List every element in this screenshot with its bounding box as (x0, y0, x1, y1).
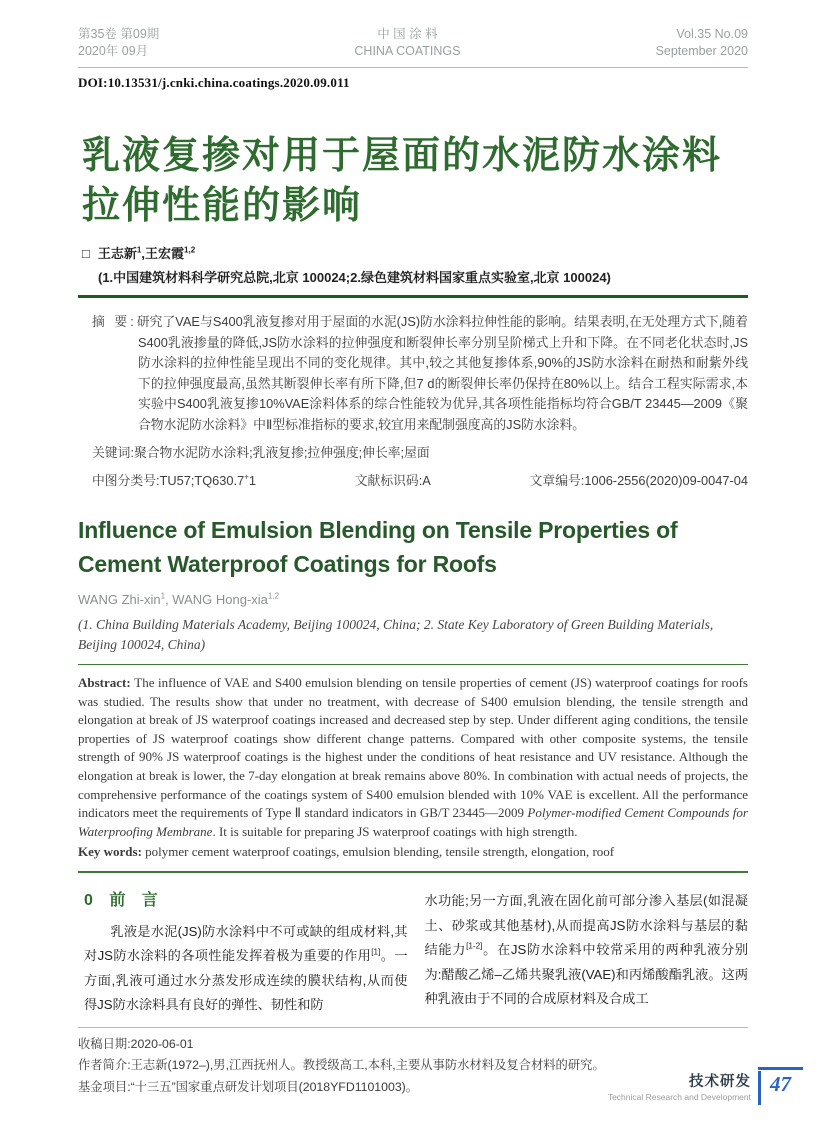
author1-en-sup: 1 (160, 591, 166, 601)
divider-green-thin (78, 664, 748, 665)
body-column-right (425, 889, 749, 1018)
body-column-left (84, 889, 408, 1018)
authors-cn (82, 243, 748, 262)
section-labels (608, 1070, 751, 1102)
author-en-separator: , (165, 592, 173, 607)
abstract-cn-label: 摘 要: (92, 314, 137, 329)
article-title-en-line1: Influence of Emulsion Blending on Tensile Properties of (78, 517, 678, 543)
header-volume-info-en (656, 26, 748, 60)
abstract-en-text-1: The influence of VAE and S400 emulsion blending on tensile properties of cement (JS) waterproof coatings for roofs was studied. The results show that under no treatment, with decrease of S400 emulsion blending, the tensile strength and elongation at break of JS waterproof coatings increased and decreased step by step. Under different aging conditions, the tensile properties of JS waterproof coatings show different change patterns. Compared with other composite systems, the tensile strength of 90% JS waterproof coatings is the highest under the conditions of heat resistance and UV resistance. Although the elongation at break is lower, the 7-day elongation at break remains above 80%. In combination with actual needs of projects, the comprehensive performance of the coatings system of S400 emulsion blended with 10% VAE is excellent. All the performance indicators meet the requirements of Type Ⅱ standard indicators in GB/T 23445—2009 (78, 675, 748, 821)
journal-title-en: CHINA COATINGS (354, 44, 461, 58)
author2-en-sup: 1,2 (267, 591, 280, 601)
article-id: 文章编号:1006-2556(2020)09-0047-04 (529, 473, 748, 488)
affiliation-cn: (1.中国建筑材料科学研究总院,北京 100024;2.绿色建筑材料国家重点实验室,北京 100024) (98, 270, 611, 285)
keywords-cn (92, 442, 748, 461)
author2-en: WANG Hong-xia (172, 592, 268, 607)
page-footer-badge (608, 1067, 803, 1105)
page-number-bracket (758, 1067, 803, 1105)
section-heading-0: 0 前 言 (84, 892, 164, 910)
document-code: 文献标识码:A (354, 473, 431, 488)
author2-affil-sup: 1,2 (184, 245, 196, 255)
abstract-en-label: Abstract: (78, 675, 135, 690)
abstract-en (78, 674, 748, 841)
article-title-cn-line2: 拉伸性能的影响 (82, 185, 363, 227)
article-title-en (78, 513, 748, 581)
author2-cn: 王宏霞 (144, 246, 184, 261)
keywords-en-text: polymer cement waterproof coatings, emulsion blending, tensile strength, elongation, roof (145, 844, 615, 860)
author1-cn: 王志新 (97, 246, 137, 261)
keywords-en (78, 844, 748, 860)
abstract-en-text-2: . It is suitable for preparing JS waterproof coatings with high strength. (212, 823, 578, 839)
doi: DOI:10.13531/j.cnki.china.coatings.2020.09.011 (78, 75, 350, 90)
abstract-cn (92, 312, 748, 435)
section-label-en: Technical Research and Development (607, 1092, 751, 1102)
volume-issue-cn: 第35卷 第09期 (78, 27, 160, 41)
page-number: 47 (770, 1072, 791, 1096)
article-title-cn-line1: 乳液复掺对用于屋面的水泥防水涂料 (82, 135, 723, 177)
keywords-en-label: Key words: (78, 844, 146, 860)
author1-en: WANG Zhi-xin (78, 592, 161, 607)
footnote-author-bio: 作者简介:王志新(1972–),男,江西抚州人。教授级高工,本科,主要从事防水材料及复合材料的研究。 (78, 1058, 605, 1073)
keywords-cn-label: 关键词: (92, 445, 134, 460)
affiliation-en: (1. China Building Materials Academy, Beijing 100024, China; 2. State Key Laboratory of Green Building Materials, Beijing 100024, China) (78, 617, 714, 652)
volume-issue-en: Vol.35 No.09 (676, 27, 748, 41)
article-title-en-line2: Cement Waterproof Coatings for Roofs (78, 551, 497, 577)
header-issue-info (78, 26, 159, 60)
date-cn: 2020年 09月 (78, 44, 149, 58)
body-paragraph-right: 水功能;另一方面,乳液在固化前可部分渗入基层(如混凝土、砂浆或其他基材),从而提高JS防水涂料与基层的黏结能力[1-2]。在JS防水涂料中较常采用的两种乳液分别为:醋酸乙烯–乙烯共聚乳液(VAE)和丙烯酸酯乳液。这两种乳液由于不同的合成原材料及合成工 (424, 893, 749, 1007)
body-paragraph-left: 乳液是水泥(JS)防水涂料中不可或缺的组成材料,其对JS防水涂料的各项性能发挥着极为重要的作用[1]。一方面,乳液可通过水分蒸发形成连续的膜状结构,从而使得JS防水涂料具有良好的弹性、韧性和防 (84, 923, 408, 1013)
page-number-bracket-inner (758, 1071, 803, 1105)
abstract-cn-text: 研究了VAE与S400乳液复掺对用于屋面的水泥(JS)防水涂料拉伸性能的影响。结果表明,在无处理方式下,随着S400乳液掺量的降低,JS防水涂料的拉伸强度和断裂伸长率分别呈阶梯式上升和下降。在不同老化状态时,JS防水涂料的拉伸性能呈现出不同的变化规律。其中,较之其他复掺体系,90%的JS防水涂料在耐热和耐紫外线下的拉伸强度最高,虽然其断裂伸长率有所下降,但7 d的断裂伸长率仍保持在80%以上。结合工程实际需求,本实验中S400乳液复掺10%VAE涂料体系的综合性能较为优异,其各项性能指标均符合GB/T 23445—2009《聚合物水泥防水涂料》中Ⅱ型标准指标的要求,较宜用来配制强度高的JS防水涂料。 (136, 314, 748, 432)
abstract-en-standard-title: Polymer-modified Cement Compounds for Waterproofing Membrane (78, 805, 748, 839)
clc-main: 中图分类号:TU57;TQ630.7 (92, 473, 245, 488)
clc-number (92, 470, 256, 489)
author-marker-square: □ (82, 246, 90, 261)
journal-header (78, 26, 748, 68)
date-en: September 2020 (655, 44, 748, 58)
author-separator: , (141, 246, 145, 261)
classification-row (92, 470, 748, 489)
journal-title-cn: 中 国 涂 料 (377, 27, 438, 41)
body-columns (84, 889, 748, 1018)
section-label-cn: 技术研发 (689, 1074, 751, 1090)
journal-title-block (354, 26, 460, 60)
divider-green-keywords (78, 871, 748, 873)
divider-footnote (78, 1027, 748, 1028)
footnote-funding: 基金项目:“十三五”国家重点研发计划项目(2018YFD1101003)。 (78, 1079, 419, 1094)
footnote-received-date: 收稿日期:2020-06-01 (78, 1036, 194, 1051)
article-title-cn (82, 131, 748, 231)
keywords-cn-text: 聚合物水泥防水涂料;乳液复掺;拉伸强度;伸长率;屋面 (133, 445, 430, 460)
clc-tail: 1 (248, 473, 256, 488)
author1-affil-sup: 1 (136, 245, 142, 255)
divider-green-thick (78, 295, 748, 298)
authors-en (78, 592, 748, 607)
clc-sup: + (244, 472, 249, 482)
